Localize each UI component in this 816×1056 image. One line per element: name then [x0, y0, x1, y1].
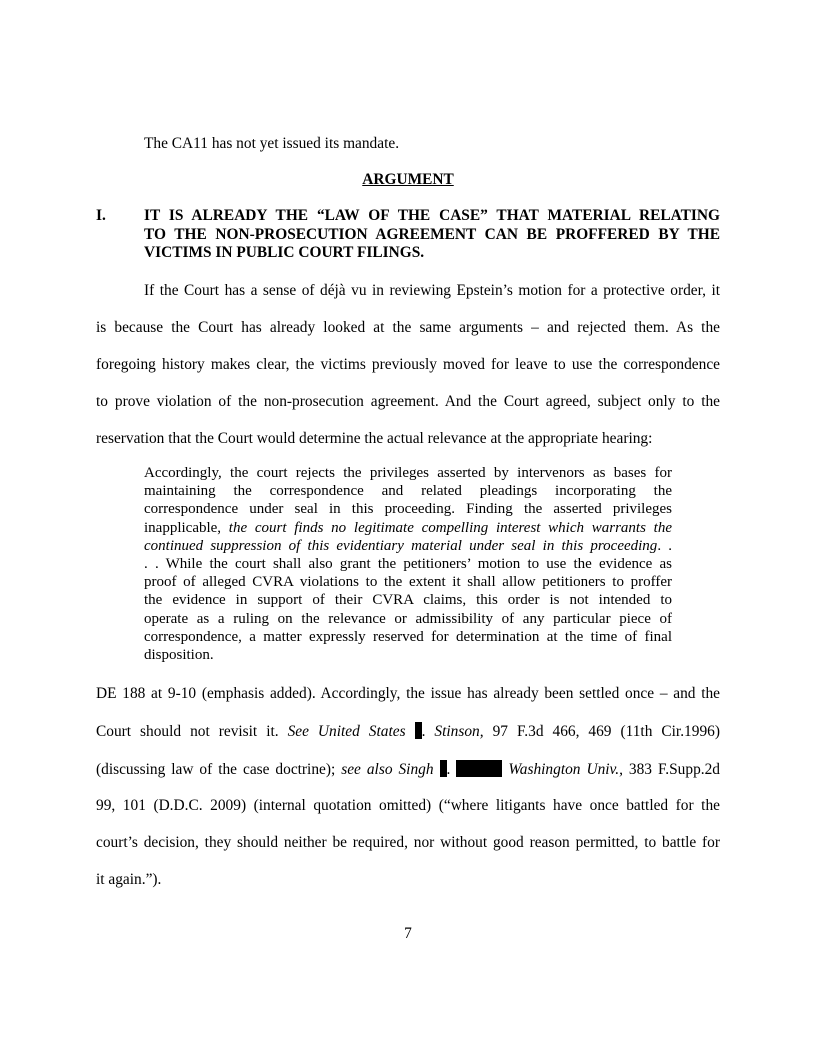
block-quote — [144, 464, 672, 664]
quote-line: continued suppression of this evidentiary material under seal in this proceeding. . — [144, 537, 673, 554]
paragraph-line: DE 188 at 9-10 (emphasis added). Accordingly, the issue has already been settled once – and the — [96, 685, 720, 702]
redaction-box — [456, 760, 502, 777]
intro-line: The CA11 has not yet issued its mandate. — [144, 135, 400, 152]
paragraph-line: it again.”). — [96, 871, 162, 888]
paragraph-line: court’s decision, they should neither be required, nor without good reason permitted, to battle for — [96, 834, 720, 851]
quote-line: correspondence, a matter expressly reserved for determination at the time of final — [144, 628, 672, 645]
quote-line: inapplicable, the court finds no legitimate compelling interest which warrants the — [144, 519, 672, 536]
paragraph-line: to prove violation of the non-prosecution agreement. And the Court agreed, subject only to the — [96, 393, 720, 410]
quote-line: . . While the court shall also grant the petitioners’ motion to use the evidence as — [144, 556, 672, 573]
page-number: 7 — [404, 925, 412, 942]
quote-line: the evidence in support of their CVRA claims, this order is not intended to — [144, 592, 672, 609]
section-number: I. — [96, 207, 106, 224]
section-title-line: VICTIMS IN PUBLIC COURT FILINGS. — [144, 244, 425, 261]
quote-line: disposition. — [144, 647, 214, 664]
paragraph-line: is because the Court has already looked at the same arguments – and rejected them. As the — [96, 319, 720, 336]
argument-heading: ARGUMENT — [362, 171, 454, 188]
quote-line: maintaining the correspondence and related pleadings incorporating the — [144, 483, 672, 500]
paragraph-line: (discussing law of the case doctrine); see also Singh . Washington Univ., 383 F.Supp.2d — [96, 761, 721, 778]
redaction-box — [415, 722, 422, 739]
paragraph-line: reservation that the Court would determine the actual relevance at the appropriate hearing: — [96, 430, 653, 447]
paragraph-line: 99, 101 (D.D.C. 2009) (internal quotation omitted) (“where litigants have once battled for the — [96, 797, 720, 814]
paragraph-line: If the Court has a sense of déjà vu in reviewing Epstein’s motion for a protective order, it — [144, 282, 720, 299]
quote-line: proof of alleged CVRA violations to the extent it shall allow petitioners to proffer — [144, 574, 672, 591]
quote-line: Accordingly, the court rejects the privileges asserted by intervenors as bases for — [144, 465, 672, 481]
section-title — [144, 207, 720, 263]
quote-line: correspondence under seal in this proceeding. Finding the asserted privileges — [144, 501, 672, 518]
section-title-line: IT IS ALREADY THE “LAW OF THE CASE” THAT MATERIAL RELATING — [144, 207, 720, 224]
paragraph-line: Court should not revisit it. See United States . Stinson, 97 F.3d 466, 469 (11th Cir.1996) — [96, 723, 720, 740]
section-title-line: TO THE NON-PROSECUTION AGREEMENT CAN BE PROFFERED BY THE — [144, 225, 720, 243]
quote-line: operate as a ruling on the relevance or admissibility of any particular piece of — [144, 610, 672, 627]
paragraph-line: foregoing history makes clear, the victims previously moved for leave to use the correspondence — [96, 356, 720, 373]
redaction-box — [440, 760, 447, 777]
